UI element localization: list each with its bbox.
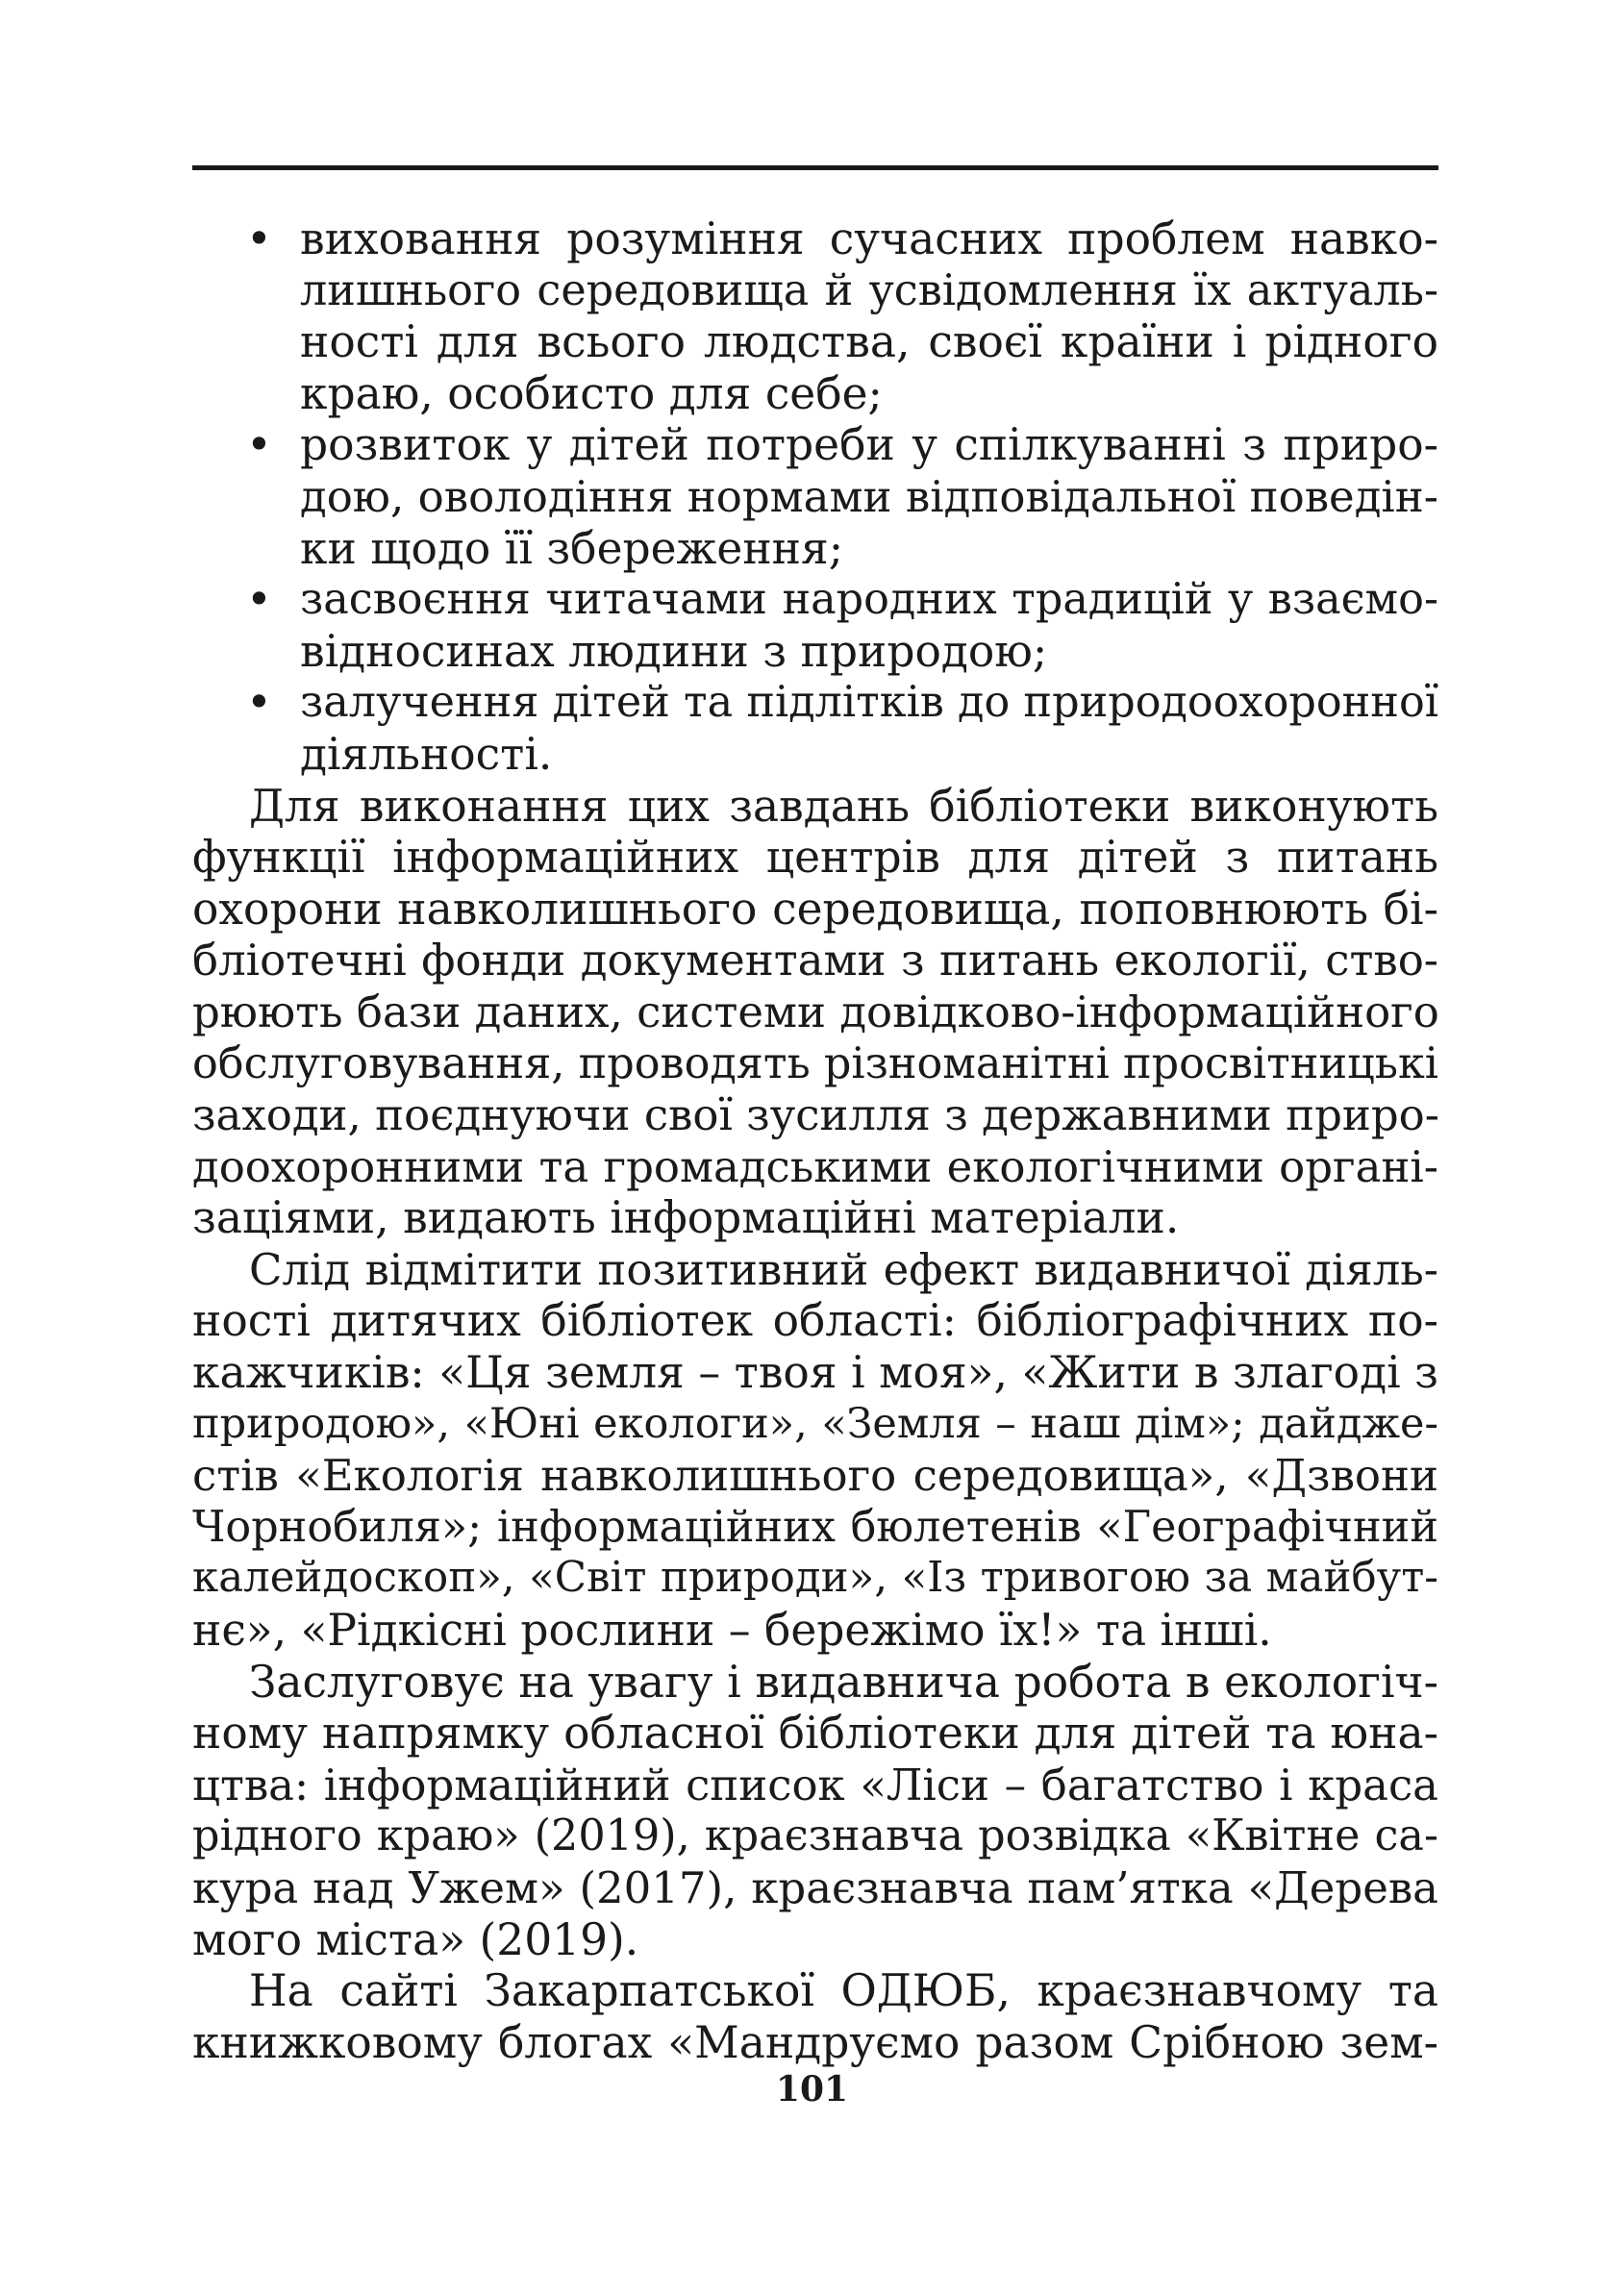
bullet-marker: •: [246, 419, 272, 471]
text-line: нє», «Рідкісні рослини – бережімо їх!» та інші.: [192, 1605, 1272, 1657]
bullet-item: [192, 677, 1438, 780]
text-line: краю, особисто для себе;: [300, 367, 883, 419]
text-line: рідного краю» (2019), краєзнавча розвідка «Квітне са-: [192, 1811, 1438, 1861]
bullet-item: [192, 213, 1438, 419]
text-line: лишнього середовища й усвідомлення їх актуаль-: [300, 265, 1438, 315]
text-line: охорони навколишнього середовища, поповнюють бі-: [192, 883, 1438, 935]
text-line: бліотечні фонди документами з питань екології, ство-: [192, 935, 1438, 986]
page-body: [192, 213, 1438, 2068]
paragraph: [192, 1244, 1438, 1657]
text-line: На сайті Закарпатської ОДЮБ, краєзнавчому та: [249, 1965, 1438, 2017]
text-line: стів «Екологія навколишнього середовища», «Дзвони: [192, 1450, 1438, 1502]
bullet-item: [192, 419, 1438, 574]
text-line: кажчиків: «Ця земля – твоя і моя», «Жити в злагоді з: [192, 1347, 1438, 1399]
bullet-marker: •: [246, 574, 272, 626]
text-line: кура над Ужем» (2017), краєзнавча пам’ятка «Дерева: [192, 1862, 1438, 1913]
text-line: книжковому блогах «Мандруємо разом Срібною зем-: [192, 2016, 1438, 2068]
text-line: доохоронними та громадськими екологічними органі-: [192, 1140, 1438, 1192]
text-line: ному напрямку обласної бібліотеки для дітей та юна-: [192, 1708, 1438, 1760]
text-line: дою, оволодіння нормами відповідальної поведін-: [300, 470, 1438, 522]
bullet-item: [192, 574, 1438, 677]
text-line: залучення дітей та підлітків до природоохоронної: [300, 678, 1438, 728]
paragraph: [192, 781, 1438, 1244]
text-line: розвиток у дітей потреби у спілкуванні з приро-: [300, 419, 1438, 471]
text-line: Слід відмітити позитивний ефект видавничої діяль-: [249, 1243, 1438, 1295]
top-rule: [192, 165, 1438, 170]
text-line: діяльності.: [300, 728, 553, 780]
text-line: ності дитячих бібліотек області: бібліографічних по-: [192, 1295, 1438, 1347]
page-number: 101: [775, 2069, 849, 2110]
text-line: Для виконання цих завдань бібліотеки виконують: [249, 780, 1438, 832]
text-line: природою», «Юні екологи», «Земля – наш дім»; дайдже-: [192, 1399, 1438, 1448]
text-line: калейдоскоп», «Світ природи», «Із тривогою за майбут-: [192, 1554, 1438, 1603]
text-line: цтва: інформаційний список «Ліси – багатство і краса: [192, 1759, 1438, 1810]
text-line: засвоєння читачами народних традицій у взаємо-: [300, 575, 1438, 625]
paragraph: [192, 1965, 1438, 2068]
bullet-marker: •: [246, 213, 272, 264]
text-line: відносинах людини з природою;: [300, 625, 1048, 677]
text-line: ки щодо її збереження;: [300, 522, 844, 574]
text-line: обслуговування, проводять різноманітні просвітницькі: [192, 1038, 1438, 1088]
text-line: мого міста» (2019).: [192, 1913, 639, 1965]
bullet-marker: •: [246, 677, 272, 729]
text-line: виховання розуміння сучасних проблем навко-: [300, 213, 1438, 264]
text-line: рюють бази даних, системи довідково-інформаційного: [192, 986, 1439, 1037]
text-line: функції інформаційних центрів для дітей з питань: [192, 832, 1438, 884]
text-line: заходи, поєднуючи свої зусилля з державними приро-: [192, 1089, 1439, 1141]
text-line: ності для всього людства, своєї країни і рідного: [300, 316, 1438, 368]
paragraph: [192, 1657, 1438, 1966]
text-line: Заслуговує на увагу і видавнича робота в екологіч-: [249, 1656, 1438, 1708]
text-line: заціями, видають інформаційні матеріали.: [192, 1192, 1180, 1244]
text-line: Чорнобиля»; інформаційних бюлетенів «Географічний: [192, 1502, 1438, 1552]
